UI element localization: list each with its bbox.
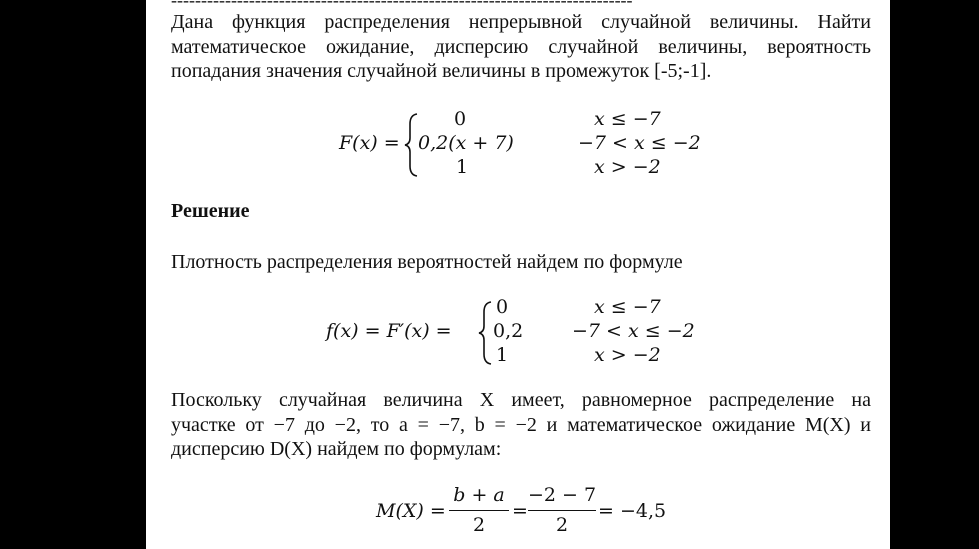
- mean-result: = −4,5: [598, 500, 667, 522]
- cdf-row-1-cond: x ≤ −7: [594, 108, 661, 130]
- mean-denominator-2: 2: [555, 514, 569, 536]
- separator-line: -----------------------------------------------------------------------------: [171, 0, 633, 10]
- density-intro: Плотность распределения вероятностей найдем по формуле: [171, 251, 683, 273]
- mean-numerator-1: b + a: [453, 484, 505, 506]
- pdf-row-1-expr: 0: [496, 296, 509, 318]
- problem-line-3: попадания значения случайной величины в промежуток [-5;-1].: [171, 60, 712, 82]
- pdf-row-3-expr: 1: [496, 344, 509, 366]
- cdf-row-2-cond: −7 < x ≤ −2: [578, 132, 701, 154]
- cdf-row-1-expr: 0: [454, 108, 467, 130]
- uniform-line-1: Поскольку случайная величина X имеет, равномерное распределение на: [171, 389, 871, 411]
- left-brace-icon: [478, 300, 494, 366]
- pdf-row-1-cond: x ≤ −7: [594, 296, 661, 318]
- cdf-row-3-expr: 1: [456, 156, 469, 178]
- mean-numerator-2: −2 − 7: [527, 484, 597, 506]
- fraction-bar-1: [449, 510, 509, 511]
- pdf-row-2-expr: 0,2: [493, 320, 524, 342]
- problem-line-2: математическое ожидание, дисперсию случайной величины, вероятность: [171, 35, 871, 58]
- document-page: [146, 0, 890, 549]
- mean-equals: =: [512, 500, 528, 522]
- problem-line-1: Дана функция распределения непрерывной случайной величины. Найти: [171, 11, 871, 33]
- uniform-line-3: дисперсию D(X) найдем по формулам:: [171, 438, 502, 460]
- cdf-row-2-expr: 0,2(x + 7): [418, 132, 514, 154]
- solution-heading: Решение: [171, 200, 250, 222]
- pdf-lhs: f(x) = F′(x) =: [326, 320, 452, 342]
- mean-lhs: M(X) =: [376, 500, 446, 522]
- cdf-row-3-cond: x > −2: [594, 156, 661, 178]
- pdf-row-3-cond: x > −2: [594, 344, 661, 366]
- pdf-row-2-cond: −7 < x ≤ −2: [572, 320, 695, 342]
- uniform-paragraph: [171, 388, 871, 462]
- uniform-line-2: участке от −7 до −2, то a = −7, b = −2 и математическое ожидание M(X) и: [171, 413, 871, 436]
- fraction-bar-2: [528, 510, 596, 511]
- cdf-lhs: F(x) =: [339, 132, 400, 154]
- mean-denominator-1: 2: [472, 514, 486, 536]
- problem-statement: [171, 10, 871, 84]
